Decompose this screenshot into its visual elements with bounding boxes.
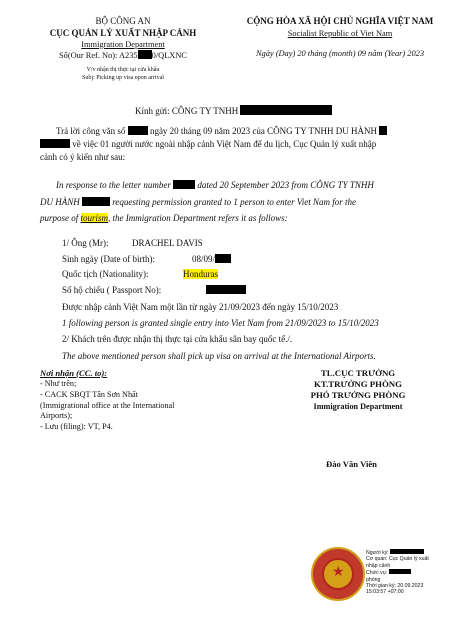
header-left bbox=[28, 16, 218, 82]
department-name-en: Immigration Department bbox=[81, 40, 165, 49]
subject-en: Subj: Picking up visa upon arrival bbox=[82, 74, 164, 81]
redaction-box bbox=[215, 254, 231, 263]
department-name: CỤC QUẢN LÝ XUẤT NHẬP CẢNH bbox=[49, 27, 197, 38]
signatory-line: KT.TRƯỞNG PHÒNG bbox=[314, 379, 402, 389]
passport-label: Số hộ chiếu ( Passport No): bbox=[62, 285, 162, 295]
signatory-line: Immigration Department bbox=[313, 402, 403, 411]
pickup-en: The above mentioned person shall pick up visa on arrival at the International Airports. bbox=[62, 351, 376, 361]
redaction-box bbox=[389, 569, 411, 574]
seal-emblem-icon bbox=[322, 558, 354, 590]
body-en-line-2 bbox=[40, 196, 356, 208]
body-en-line-1 bbox=[56, 179, 374, 191]
ministry-name: BỘ CÔNG AN bbox=[95, 16, 151, 26]
redaction-box bbox=[173, 180, 195, 189]
signer-label: Người ký: bbox=[366, 550, 389, 556]
body-en-text: DU HÀNH bbox=[40, 197, 80, 207]
ref-suffix: 0/QLXNC bbox=[151, 51, 187, 60]
cc-title: Nơi nhận (CC. to): bbox=[40, 368, 108, 378]
body-en-text: In response to the letter number bbox=[56, 180, 171, 190]
redaction-box bbox=[240, 105, 332, 115]
entry-en: 1 following person is granted single entry into Viet Nam from 21/09/2023 to 15/10/2023 bbox=[62, 318, 379, 328]
document-date: Ngày (Day) 20 tháng (month) 09 năm (Year) 2023 bbox=[255, 48, 425, 58]
nationality-label: Quốc tịch (Nationality): bbox=[62, 269, 149, 279]
cc-block bbox=[40, 368, 240, 433]
cc-item: (Immigrational office at the International bbox=[40, 400, 175, 410]
purpose-highlight: tourism bbox=[80, 213, 109, 223]
republic-name-en: Socialist Republic of Viet Nam bbox=[287, 28, 393, 38]
body-vi-text: ngày 20 tháng 09 năm 2023 của CÔNG TY TNHH DU HÀNH bbox=[149, 126, 377, 136]
body-en-text: purpose of bbox=[40, 213, 79, 223]
body-en-line-3 bbox=[40, 212, 288, 224]
passport-value bbox=[206, 284, 246, 296]
body-en-text: requesting permission granted to 1 person to enter Viet Nam for the bbox=[112, 197, 356, 207]
person-name: DRACHEL DAVIS bbox=[132, 238, 203, 248]
ref-prefix: Số(Our Ref. No): A235 bbox=[58, 51, 138, 60]
signature-agency: Cơ quan: Cục Quản lý xuất bbox=[366, 556, 429, 563]
body-en-text: , the Immigration Department refers it as follows: bbox=[108, 213, 288, 223]
dob-label: Sinh ngày (Date of birth): bbox=[62, 254, 155, 264]
entry-vi: Được nhập cảnh Việt Nam một lần từ ngày 21/09/2023 đến ngày 15/10/2023 bbox=[62, 302, 339, 312]
republic-name: CỘNG HÒA XÃ HỘI CHỦ NGHĨA VIỆT NAM bbox=[246, 16, 434, 26]
redaction-box bbox=[390, 549, 424, 554]
signature-time: 15:03:57 +07:00 bbox=[366, 589, 404, 596]
pickup-vi: 2/ Khách trên được nhận thị thực tại cửa khẩu sân bay quốc tế./. bbox=[62, 334, 293, 344]
nationality-text: Honduras bbox=[183, 269, 218, 279]
redaction-box bbox=[82, 197, 110, 206]
body-vi-line-2 bbox=[40, 138, 376, 150]
dob-value: 08/09/ bbox=[192, 254, 216, 264]
signature-signer bbox=[366, 549, 442, 556]
cc-item: Airports); bbox=[40, 411, 73, 421]
subject-vi: V/v nhận thị thực tại cửa khẩu bbox=[86, 67, 160, 73]
signatory-block bbox=[280, 368, 436, 412]
nationality-value bbox=[183, 268, 218, 280]
header-right bbox=[225, 16, 455, 59]
reference-number bbox=[28, 50, 218, 61]
cc-list bbox=[40, 379, 240, 433]
signatory-name: Đào Văn Viên bbox=[326, 459, 377, 469]
signatory-line: TL.CỤC TRƯỞNG bbox=[320, 368, 396, 378]
signature-time: Thời gian ký: 20.09.2023 bbox=[366, 583, 424, 590]
redaction-box bbox=[128, 126, 148, 135]
cc-item: - Như trên; bbox=[40, 379, 77, 388]
body-vi-text: Trả lời công văn số bbox=[56, 126, 126, 136]
redaction-box bbox=[206, 285, 246, 294]
body-vi-line-3 bbox=[40, 151, 125, 163]
cc-item: - Lưu (filing): VT, P4. bbox=[40, 422, 113, 432]
position-label: Chức vụ: bbox=[366, 570, 388, 577]
official-seal-icon bbox=[311, 547, 365, 601]
name-label: 1/ Ông (Mr): bbox=[62, 238, 109, 248]
digital-signature-box bbox=[366, 549, 442, 596]
recipient-label: Kính gửi: CÔNG TY TNHH bbox=[135, 106, 239, 116]
signature-position: phòng bbox=[366, 576, 381, 583]
dob-field bbox=[192, 253, 231, 265]
signature-position bbox=[366, 569, 442, 576]
body-en-text: dated 20 September 2023 from CÔNG TY TNHH bbox=[197, 180, 374, 190]
signatory-line: PHÓ TRƯỞNG PHÒNG bbox=[310, 390, 406, 400]
redaction-box bbox=[138, 50, 152, 59]
star-icon: ★ bbox=[332, 565, 345, 580]
body-vi-text: cảnh có ý kiến như sau: bbox=[40, 152, 126, 162]
recipient-line bbox=[135, 105, 332, 117]
body-vi-line-1 bbox=[56, 125, 387, 137]
redaction-box bbox=[379, 126, 387, 135]
signature-agency: nhập cảnh bbox=[366, 562, 391, 569]
body-vi-text: về việc 01 người nước ngoài nhập cảnh Việt Nam để du lịch, Cục Quản lý xuất nhập bbox=[72, 139, 377, 149]
cc-item: - CACK SBQT Tân Sơn Nhất bbox=[40, 389, 138, 399]
redaction-box bbox=[40, 139, 70, 148]
